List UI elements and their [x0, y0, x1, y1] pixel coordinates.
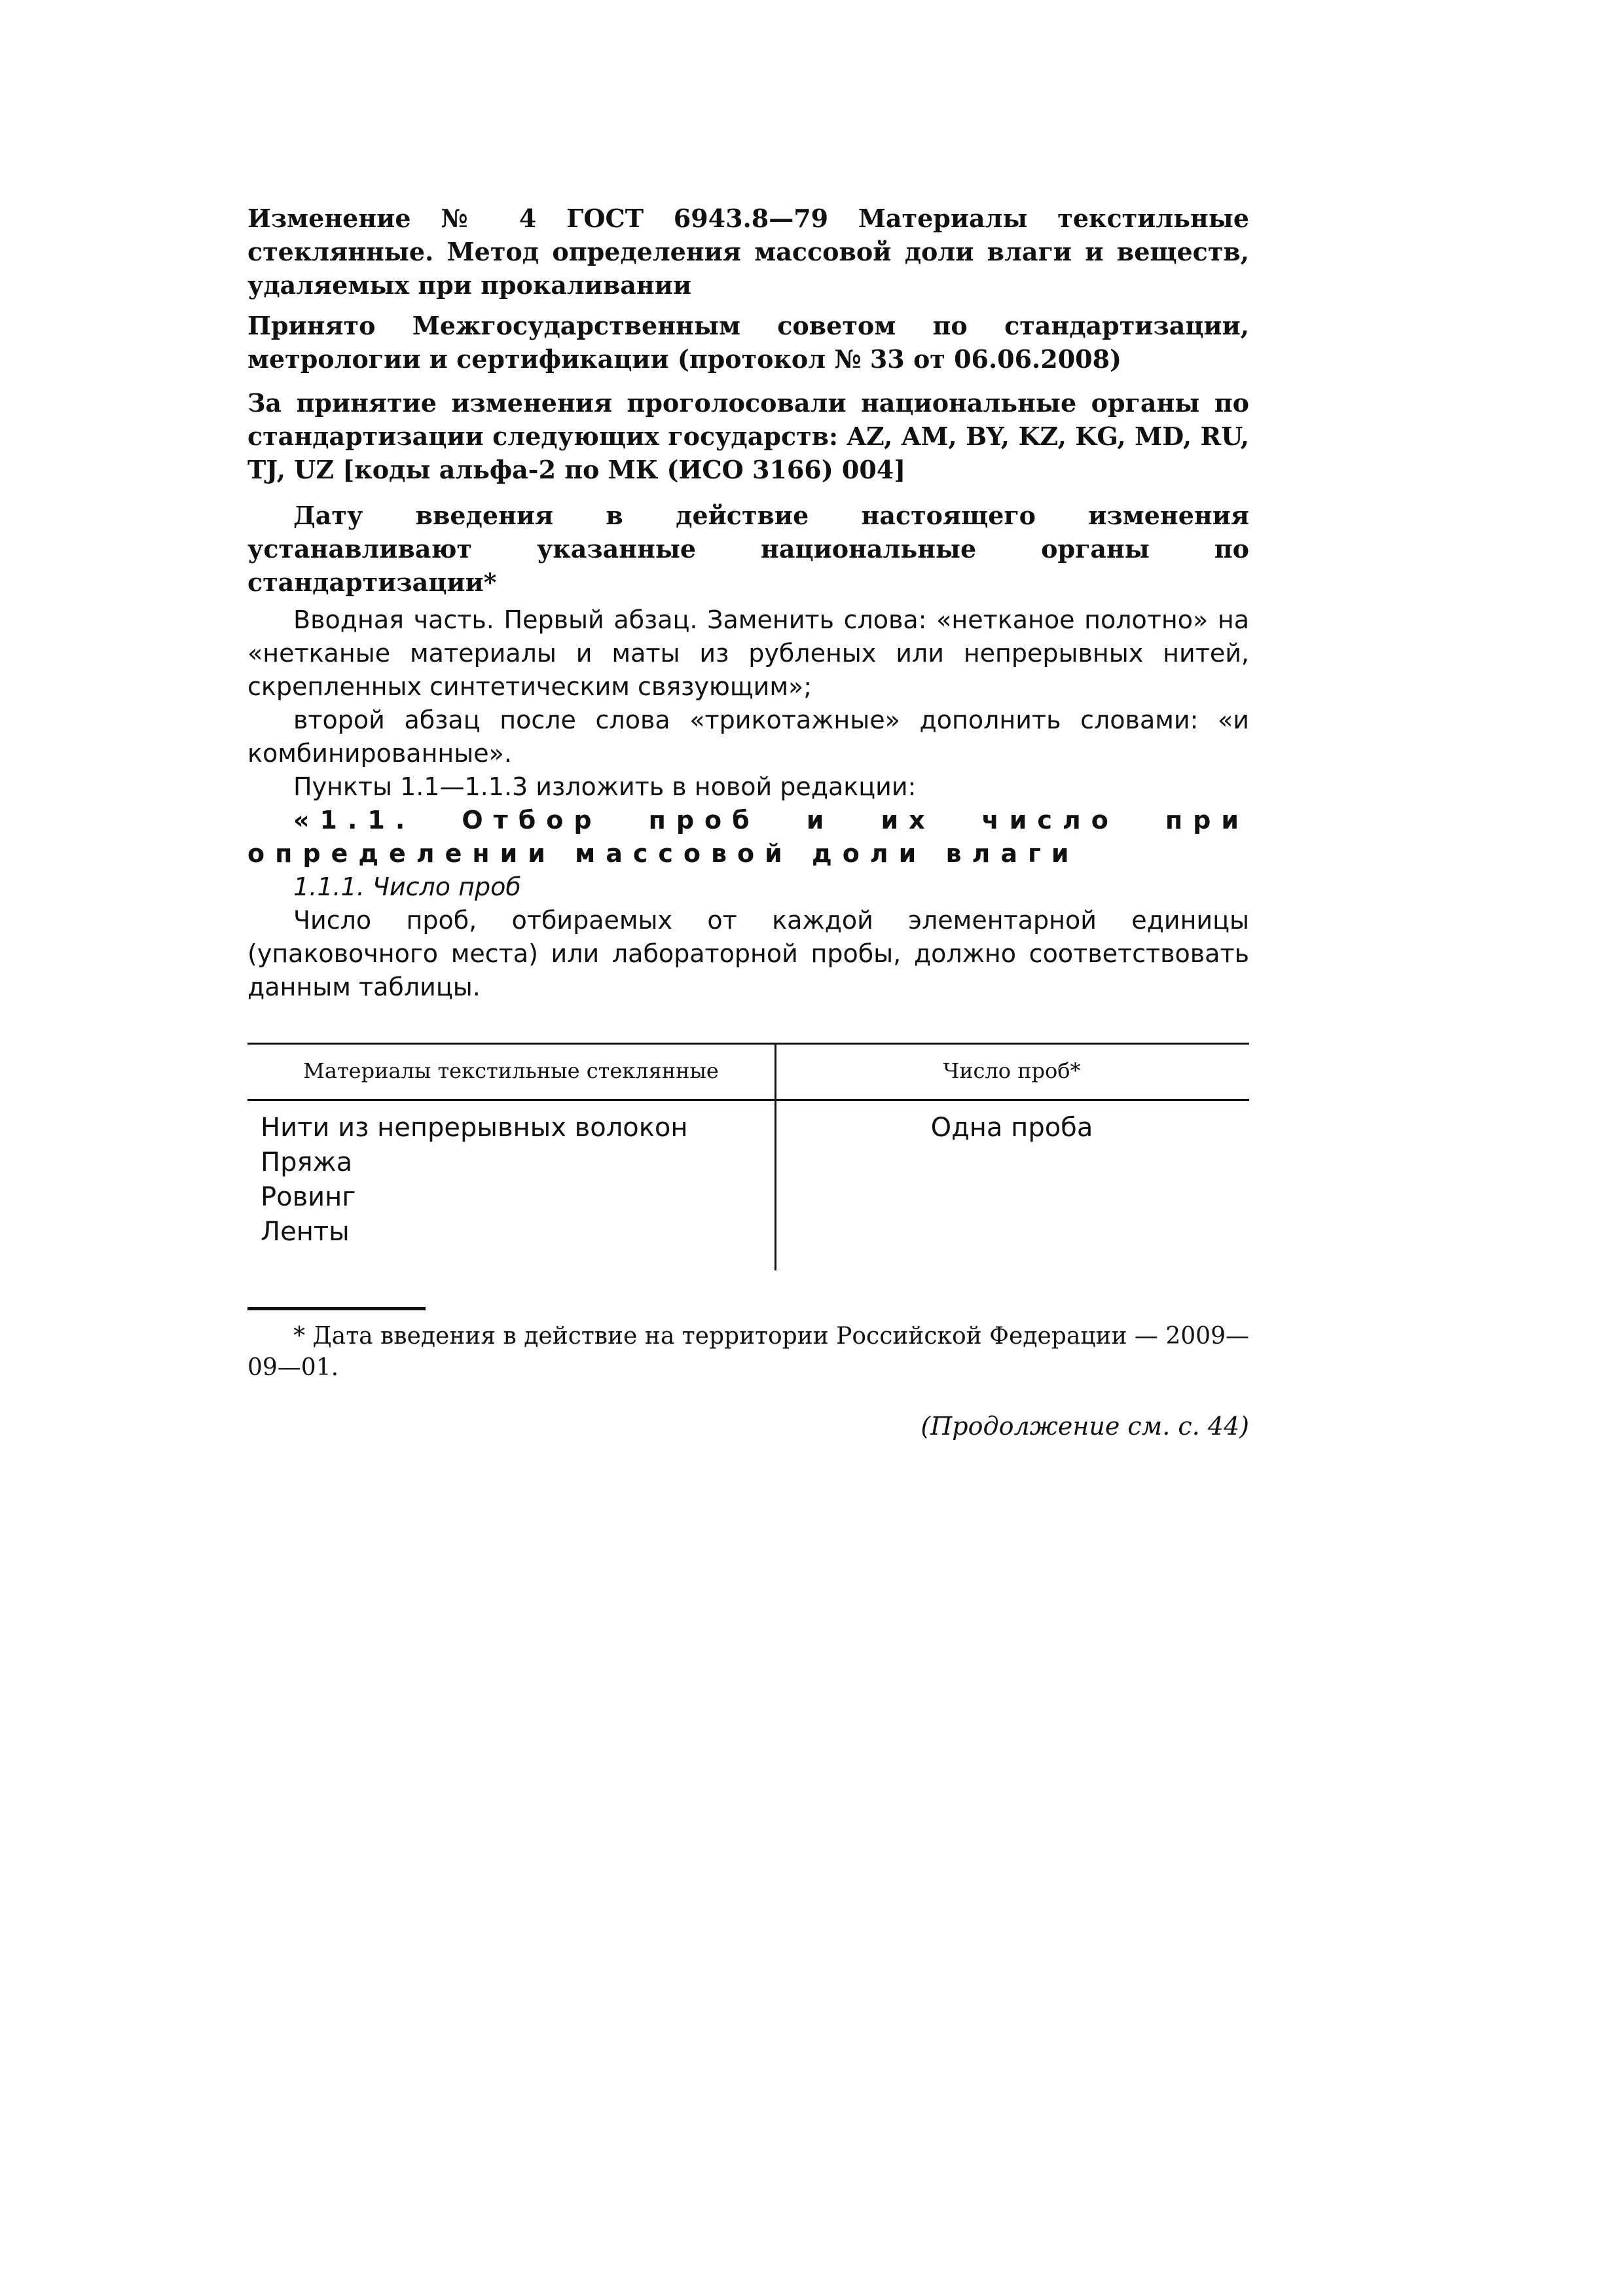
- adoption-statement: Принято Межгосударственным советом по стандартизации, метрологии и сертификации (протокол № 33 от 06.06.2008): [247, 311, 1249, 374]
- intro-paragraph-2: второй абзац после слова «трикотажные» дополнить словами: «и комбинированные».: [247, 706, 1249, 768]
- subsection-heading: 1.1.1. Число проб: [293, 872, 521, 901]
- clauses-replacement-note: Пункты 1.1—1.1.3 изложить в новой редакции:: [293, 772, 917, 801]
- table-cell-material: Пряжа: [261, 1147, 353, 1177]
- footnote-separator: [247, 1307, 426, 1310]
- table-header-count: Число проб*: [943, 1058, 1081, 1083]
- document-title: Изменение № 4 ГОСТ 6943.8—79 Материалы текстильные стеклянные. Метод определения массовой доли влаги и веществ, удаляемых при прокаливании: [247, 204, 1249, 300]
- materials-list: [261, 1111, 688, 1249]
- table-header-rule: [247, 1099, 1249, 1101]
- table-header-materials: Материалы текстильные стеклянные: [303, 1058, 719, 1083]
- continuation-note: (Продолжение см. с. 44): [921, 1412, 1249, 1441]
- samples-table: [247, 1043, 1249, 1270]
- table-cell-material: Ровинг: [261, 1182, 356, 1212]
- table-cell-count: Одна проба: [930, 1113, 1093, 1143]
- effective-date-note: Дату введения в действие настоящего изменения устанавливают указанные национальные органы по стандартизации*: [247, 501, 1249, 597]
- table-cell-material: Ленты: [261, 1217, 350, 1247]
- footnote: * Дата введения в действие на территории Российской Федерации — 2009—09—01.: [247, 1323, 1249, 1381]
- intro-paragraph-1: Вводная часть. Первый абзац. Заменить слова: «нетканое полотно» на «нетканые материалы и маты из рубленых или непрерывных нитей, скрепленных синтетическим связующим»;: [247, 605, 1249, 701]
- table-top-rule: [247, 1043, 1249, 1045]
- voting-statement: За принятие изменения проголосовали национальные органы по стандартизации следующих государств: AZ, AM, BY, KZ, KG, MD, RU, TJ, UZ [коды альфа-2 по МК (ИСО 3166) 004]: [247, 388, 1249, 484]
- section-heading: «1.1. Отбор проб и их число при определении массовой доли влаги: [247, 806, 1249, 868]
- sample-count-paragraph: Число проб, отбираемых от каждой элементарной единицы (упаковочного места) или лабораторной пробы, должно соответствовать данным таблицы.: [247, 906, 1249, 1001]
- table-cell-material: Нити из непрерывных волокон: [261, 1113, 688, 1143]
